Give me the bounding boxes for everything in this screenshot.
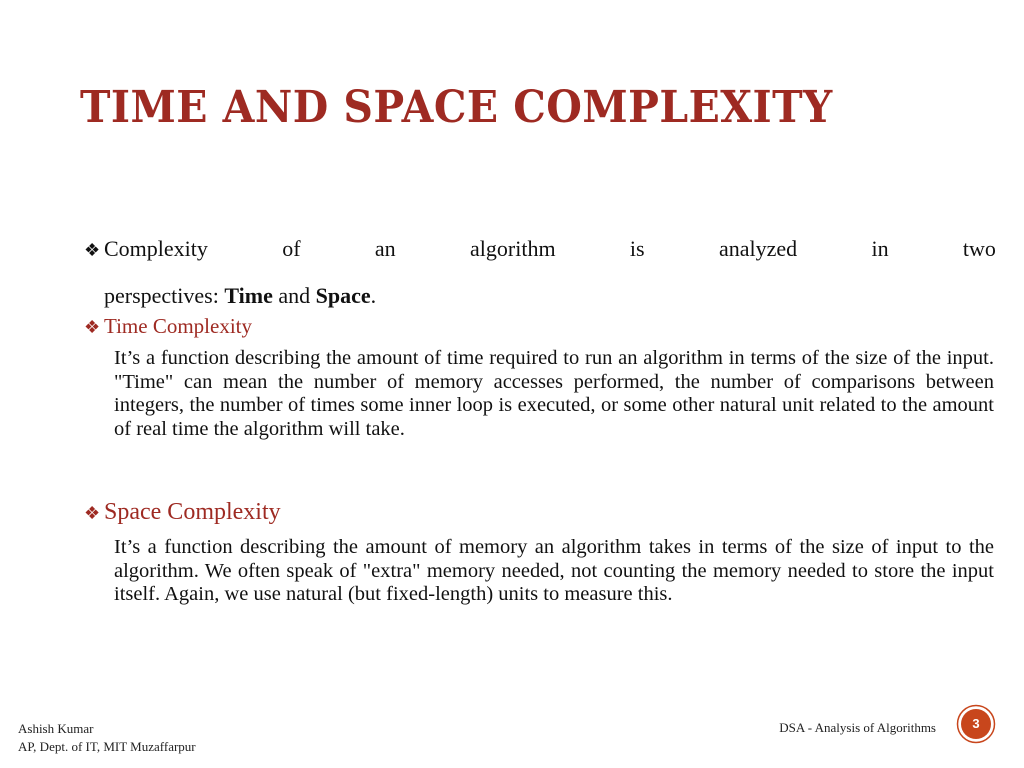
page-number: 3 <box>972 716 980 731</box>
diamond-bullet-icon: ❖ <box>84 503 101 523</box>
diamond-bullet-icon: ❖ <box>84 317 101 337</box>
intro-word: an <box>374 236 396 261</box>
intro-word: of <box>282 236 301 261</box>
intro-word: two <box>962 236 996 261</box>
space-complexity-description: It’s a function describing the amount of memory an algorithm takes in terms of the size of input to the algorithm. We often speak of "extra" memory needed, not counting the memory needed to store the input itself. Again, we use natural (but fixed-length) units to measure this. <box>114 536 994 605</box>
footer-affiliation: AP, Dept. of IT, MIT Muzaffarpur <box>18 739 196 754</box>
intro-bullet <box>84 226 996 319</box>
space-keyword: Space <box>315 283 371 308</box>
intro-word: ❖ Complexity <box>84 226 208 273</box>
intro-word: algorithm <box>470 236 556 261</box>
footer-author-block <box>18 720 196 756</box>
footer-author: Ashish Kumar <box>18 721 94 736</box>
time-keyword: Time <box>224 283 273 308</box>
intro-word: analyzed <box>718 236 798 261</box>
footer-course: DSA - Analysis of Algorithms <box>779 720 936 735</box>
diamond-bullet-icon: ❖ <box>84 240 101 260</box>
time-complexity-heading: ❖ Time Complexity <box>84 314 252 338</box>
intro-line-1 <box>84 226 996 273</box>
intro-word: is <box>629 236 645 261</box>
slide-title: TIME AND SPACE COMPLEXITY <box>80 82 833 133</box>
intro-word: in <box>871 236 889 261</box>
intro-line-2: perspectives: Time and Space. <box>104 283 377 308</box>
time-complexity-description: It’s a function describing the amount of time required to run an algorithm in terms of the size of the input. "Time" can mean the number of memory accesses performed, the number of comparisons between integers, the number of times some inner loop is executed, or some other natural unit related to the amount of real time the algorithm will take. <box>114 347 994 440</box>
space-complexity-heading: ❖ Space Complexity <box>84 499 281 525</box>
